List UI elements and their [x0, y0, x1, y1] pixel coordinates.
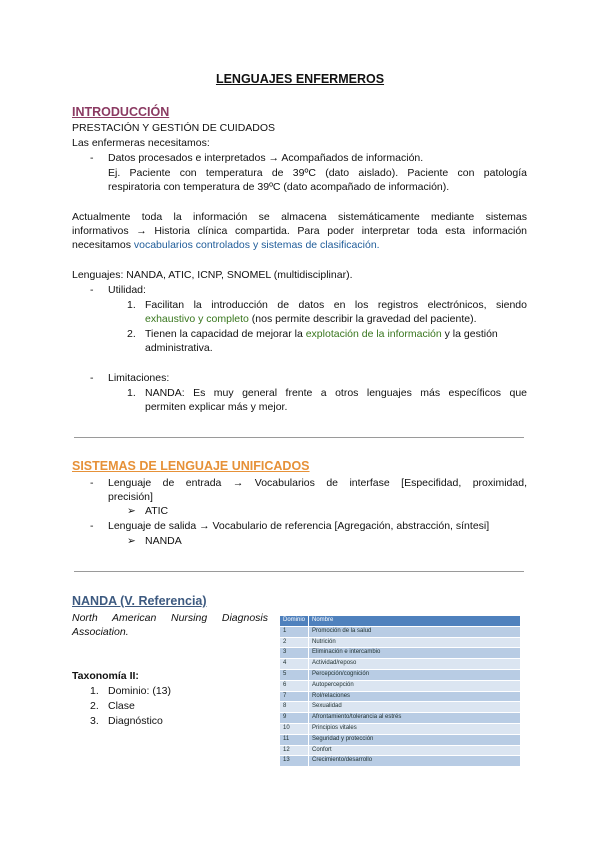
table-row [280, 756, 521, 767]
domain-number: 5 [280, 669, 309, 680]
table-row [280, 648, 521, 659]
input-language-line-1: Lenguaje de entrada → Vocabularios de interfase [Especifidad, proximidad, [108, 477, 527, 489]
domain-name: Autopercepción [309, 680, 521, 691]
table-header-row [280, 616, 521, 627]
domain-number: 12 [280, 745, 309, 756]
domain-name: Confort [309, 745, 521, 756]
domain-name: Principios vitales [309, 723, 521, 734]
paragraph-line-3-text: necesitamos [72, 239, 134, 251]
table-row [280, 713, 521, 724]
taxonomy-item: Diagnóstico [108, 715, 163, 727]
taxonomy-item: Dominio: (13) [108, 685, 172, 697]
domain-name: Afrontamiento/tolerancia al estrés [309, 713, 521, 724]
limitacion-1-line-1: NANDA: Es muy general frente a otros lenguajes más específicos que [145, 387, 527, 399]
taxonomy-label: Taxonomía II: [72, 670, 139, 682]
table-row [280, 734, 521, 745]
utilidad-2-text-b: y la gestión [441, 328, 498, 340]
bullet-processed-data: Datos procesados e interpretados → Acompañados de información. [108, 152, 424, 164]
utilidad-label: Utilidad: [108, 284, 146, 296]
domain-number: 4 [280, 659, 309, 670]
intro-line: Las enfermeras necesitamos: [72, 137, 210, 149]
domain-number: 3 [280, 648, 309, 659]
domain-number: 2 [280, 637, 309, 648]
paragraph-line-1: Actualmente toda la información se almacena sistemáticamente mediante sistemas [72, 211, 527, 223]
intro-heading: INTRODUCCIÓN [72, 105, 170, 119]
utilidad-1-line-2 [145, 312, 477, 326]
domain-number: 7 [280, 691, 309, 702]
column-header-domain: Dominio [280, 616, 309, 627]
table-row [280, 691, 521, 702]
exploitation-highlight: explotación de la información [305, 328, 442, 340]
table-row [280, 626, 521, 637]
bullet-dash: - [90, 520, 94, 532]
domain-name: Crecimiento/desarrollo [309, 756, 521, 767]
section-divider [74, 571, 524, 572]
table-row [280, 702, 521, 713]
domain-name: Eliminación e intercambio [309, 648, 521, 659]
domain-number: 8 [280, 702, 309, 713]
example-line-2: respiratoria con temperatura de 39ºC (dato acompañado de información). [108, 181, 450, 193]
nanda-item: NANDA [145, 535, 182, 547]
domain-name: Actividad/reposo [309, 659, 521, 670]
column-header-name: Nombre [309, 616, 521, 627]
nanda-desc-line-1: North American Nursing Diagnosis [72, 612, 268, 624]
table-row [280, 745, 521, 756]
atic-item: ATIC [145, 505, 169, 517]
paragraph-line-2: informativos → Historia clínica compartida. Para poder interpretar toda esta información [72, 225, 527, 237]
exhaustive-highlight: exhaustivo y completo [145, 313, 249, 325]
domain-name: Sexualidad [309, 702, 521, 713]
domain-number: 13 [280, 756, 309, 767]
domain-name: Nutrición [309, 637, 521, 648]
utilidad-2-line-1 [145, 327, 498, 341]
table-row [280, 723, 521, 734]
list-number: 1. [90, 685, 99, 697]
domain-name: Percepción/cognición [309, 669, 521, 680]
domain-name: Rol/relaciones [309, 691, 521, 702]
bullet-dash: - [90, 284, 94, 296]
section-divider [74, 437, 524, 438]
list-number: 2. [127, 328, 136, 340]
nanda-desc-line-2: Association. [72, 626, 129, 638]
utilidad-1-rest: (nos permite describir la gravedad del paciente). [248, 313, 477, 325]
languages-line: Lenguajes: NANDA, ATIC, ICNP, SNOMEL (multidisciplinar). [72, 269, 353, 281]
table-row [280, 669, 521, 680]
domain-number: 6 [280, 680, 309, 691]
sistemas-heading: SISTEMAS DE LENGUAJE UNIFICADOS [72, 459, 310, 473]
nanda-heading: NANDA (V. Referencia) [72, 594, 207, 608]
domain-name: Seguridad y protección [309, 734, 521, 745]
controlled-vocab-highlight: vocabularios controlados y sistemas de clasificación. [133, 239, 380, 251]
bullet-dash: - [90, 477, 94, 489]
table-row [280, 680, 521, 691]
utilidad-2-line-2: administrativa. [145, 342, 213, 354]
limitaciones-label: Limitaciones: [108, 372, 170, 384]
table-row [280, 659, 521, 670]
arrow-bullet: ➢ [127, 505, 136, 517]
arrow-bullet: ➢ [127, 535, 136, 547]
domain-number: 9 [280, 713, 309, 724]
domain-number: 10 [280, 723, 309, 734]
intro-subheading: PRESTACIÓN Y GESTIÓN DE CUIDADOS [72, 122, 276, 134]
taxonomy-item: Clase [108, 700, 135, 712]
utilidad-1-line-1: Facilitan la introducción de datos en los registros electrónicos, siendo [145, 299, 527, 311]
table-row [280, 637, 521, 648]
paragraph-line-3 [72, 238, 380, 252]
domain-number: 1 [280, 626, 309, 637]
input-language-line-2: precisión] [108, 491, 153, 503]
output-language-line: Lenguaje de salida → Vocabulario de referencia [Agregación, abstracción, síntesi] [108, 520, 490, 532]
list-number: 3. [90, 715, 99, 727]
limitacion-1-line-2: permiten explicar más y mejor. [145, 401, 288, 413]
domain-number: 11 [280, 734, 309, 745]
list-number: 1. [127, 387, 136, 399]
bullet-dash: - [90, 152, 94, 164]
list-number: 2. [90, 700, 99, 712]
list-number: 1. [127, 299, 136, 311]
example-line-1: Ej. Paciente con temperatura de 39ºC (dato aislado). Paciente con patología [108, 167, 527, 179]
domain-name: Promoción de la salud [309, 626, 521, 637]
utilidad-2-text-a: Tienen la capacidad de mejorar la [145, 328, 306, 340]
bullet-dash: - [90, 372, 94, 384]
page-title: LENGUAJES ENFERMEROS [215, 72, 385, 86]
domains-table [279, 615, 521, 767]
